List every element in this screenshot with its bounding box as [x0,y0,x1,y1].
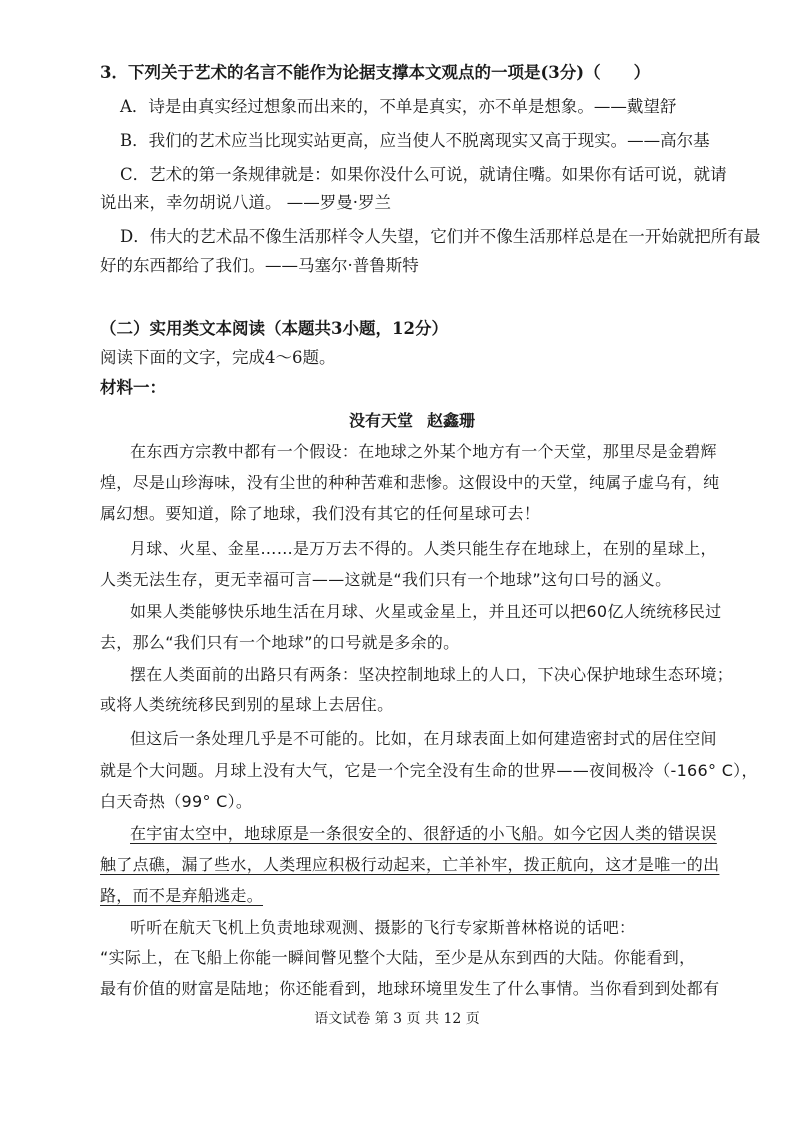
article-line: 白天奇热（99° C）。 [100,792,253,811]
option-d-line2: 好的东西都给了我们。——马塞尔·普鲁斯特 [100,256,419,275]
option-c-line1: C．艺术的第一条规律就是：如果你没什么可说，就请住嘴。如果你有话可说，就请 [120,165,727,184]
article-author: 赵鑫珊 [427,411,476,430]
article-line: 摆在人类面前的出路只有两条：坚决控制地球上的人口，下决心保护地球生态环境； [130,665,734,684]
page-footer: 语文试卷 第 3 页 共 12 页 [314,1011,480,1027]
article-line: 煌，尽是山珍海味，没有尘世的种种苦难和悲惨。这假设中的天堂，纯属子虚乌有，纯 [100,473,720,492]
article-line: 属幻想。要知道，除了地球，我们没有其它的任何星球可去！ [100,504,541,523]
article-line: 听听在航天飞机上负责地球观测、摄影的飞行专家斯普林格说的话吧： [130,918,636,937]
material-label: 材料一： [100,378,166,397]
option-a: A．诗是由真实经过想象而出来的，不单是真实，亦不单是想象。——戴望舒 [120,97,677,116]
article-line: 最有价值的财富是陆地；你还能看到，地球环境里发生了什么事情。当你看到到处都有 [100,979,720,998]
question-3-stem: 3．下列关于艺术的名言不能作为论据支撑本文观点的一项是(3分)（ ） [100,63,651,82]
option-b: B．我们的艺术应当比现实站更高，应当使人不脱离现实又高于现实。——高尔基 [120,131,710,150]
article-line: 在东西方宗教中都有一个假设：在地球之外某个地方有一个天堂，那里尽是金碧辉 [130,442,717,461]
article-heading [349,410,475,432]
instruction: 阅读下面的文字，完成4～6题。 [100,348,336,367]
option-c-line2: 说出来，幸勿胡说八道。 ——罗曼·罗兰 [100,193,391,212]
article-title: 没有天堂 [349,411,414,430]
article-line: 但这后一条处理几乎是不可能的。比如，在月球表面上如何建造密封式的居住空间 [130,729,717,748]
underlined-line: 路，而不是弃船逃走。 [100,886,264,905]
underlined-line: 在宇宙太空中，地球原是一条很安全的、很舒适的小飞船。如今它因人类的错误误 [130,824,717,843]
article-line: 或将人类统统移民到别的星球上去居住。 [100,695,394,714]
article-line: 人类无法生存，更无幸福可言——这就是“我们只有一个地球”这句口号的涵义。 [100,570,672,589]
option-d-line1: D．伟大的艺术品不像生活那样令人失望，它们并不像生活那样总是在一开始就把所有最 [120,227,761,246]
article-line: 就是个大问题。月球上没有大气，它是一个完全没有生命的世界——夜间极冷（-166° C）， [100,761,758,780]
article-line: “实际上，在飞船上你能一瞬间瞥见整个大陆，至少是从东到西的大陆。你能看到， [100,948,696,967]
underlined-line: 触了点礁，漏了些水，人类理应积极行动起来，亡羊补牢，拨正航向，这才是唯一的出 [100,855,720,874]
article-line: 月球、火星、金星……是万万去不得的。人类只能生存在地球上，在别的星球上， [130,539,717,558]
article-line: 如果人类能够快乐地生活在月球、火星或金星上，并且还可以把60亿人统统移民过 [130,602,722,621]
section-heading: （二）实用类文本阅读（本题共3小题，12分） [100,319,448,338]
article-line: 去，那么“我们只有一个地球”的口号就是多余的。 [100,633,460,652]
